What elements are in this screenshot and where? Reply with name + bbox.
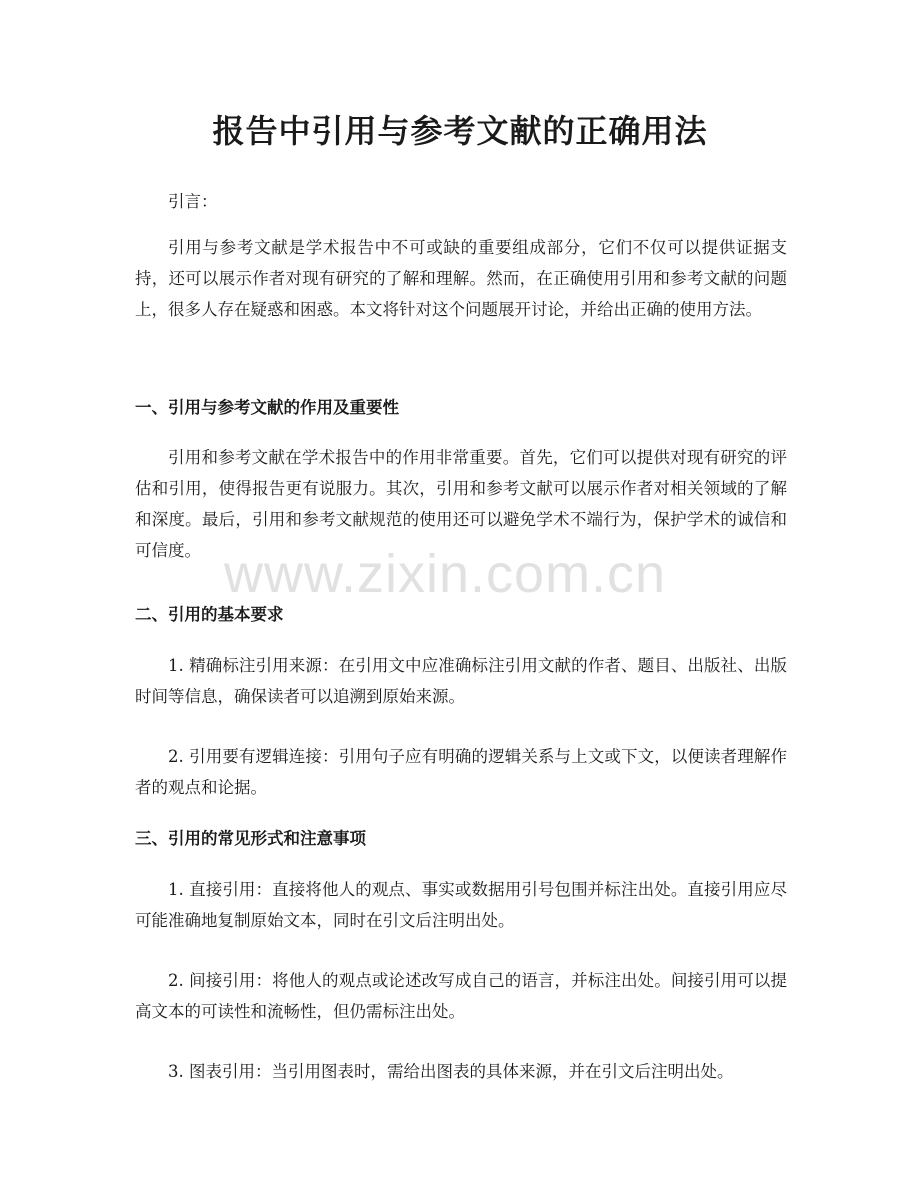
section-1-paragraph: 引用和参考文献在学术报告中的作用非常重要。首先，它们可以提供对现有研究的评估和引用，使得报告更有说服力。其次，引用和参考文献可以展示作者对相关领域的了解和深度。最后，引用和参考文献规范的使用还可以避免学术不端行为，保护学术的诚信和可信度。	[135, 448, 787, 560]
watermark-text: www.zixin.com.cn	[224, 544, 667, 604]
page-title: 报告中引用与参考文献的正确用法	[212, 112, 708, 150]
section-heading-1: 一、引用与参考文献的作用及重要性	[135, 398, 399, 417]
section-2-item-1: 1. 精确标注引用来源：在引用文中应准确标注引用文献的作者、题目、出版社、出版时间等信息，确保读者可以追溯到原始来源。	[135, 656, 787, 706]
section-heading-3: 三、引用的常见形式和注意事项	[135, 829, 366, 848]
section-heading-2: 二、引用的基本要求	[135, 605, 284, 624]
intro-label: 引言：	[168, 192, 218, 211]
section-3-item-3: 3. 图表引用：当引用图表时，需给出图表的具体来源，并在引文后注明出处。	[168, 1062, 734, 1081]
section-2-item-2: 2. 引用要有逻辑连接：引用句子应有明确的逻辑关系与上文或下文，以便读者理解作者的观点和论据。	[135, 747, 787, 797]
section-3-item-1: 1. 直接引用：直接将他人的观点、事实或数据用引号包围并标注出处。直接引用应尽可能准确地复制原始文本，同时在引文后注明出处。	[135, 880, 787, 930]
section-3-item-2: 2. 间接引用：将他人的观点或论述改写成自己的语言，并标注出处。间接引用可以提高文本的可读性和流畅性，但仍需标注出处。	[135, 971, 787, 1021]
intro-paragraph: 引用与参考文献是学术报告中不可或缺的重要组成部分，它们不仅可以提供证据支持，还可以展示作者对现有研究的了解和理解。然而，在正确使用引用和参考文献的问题上，很多人存在疑惑和困惑。本文将针对这个问题展开讨论，并给出正确的使用方法。	[135, 238, 787, 319]
